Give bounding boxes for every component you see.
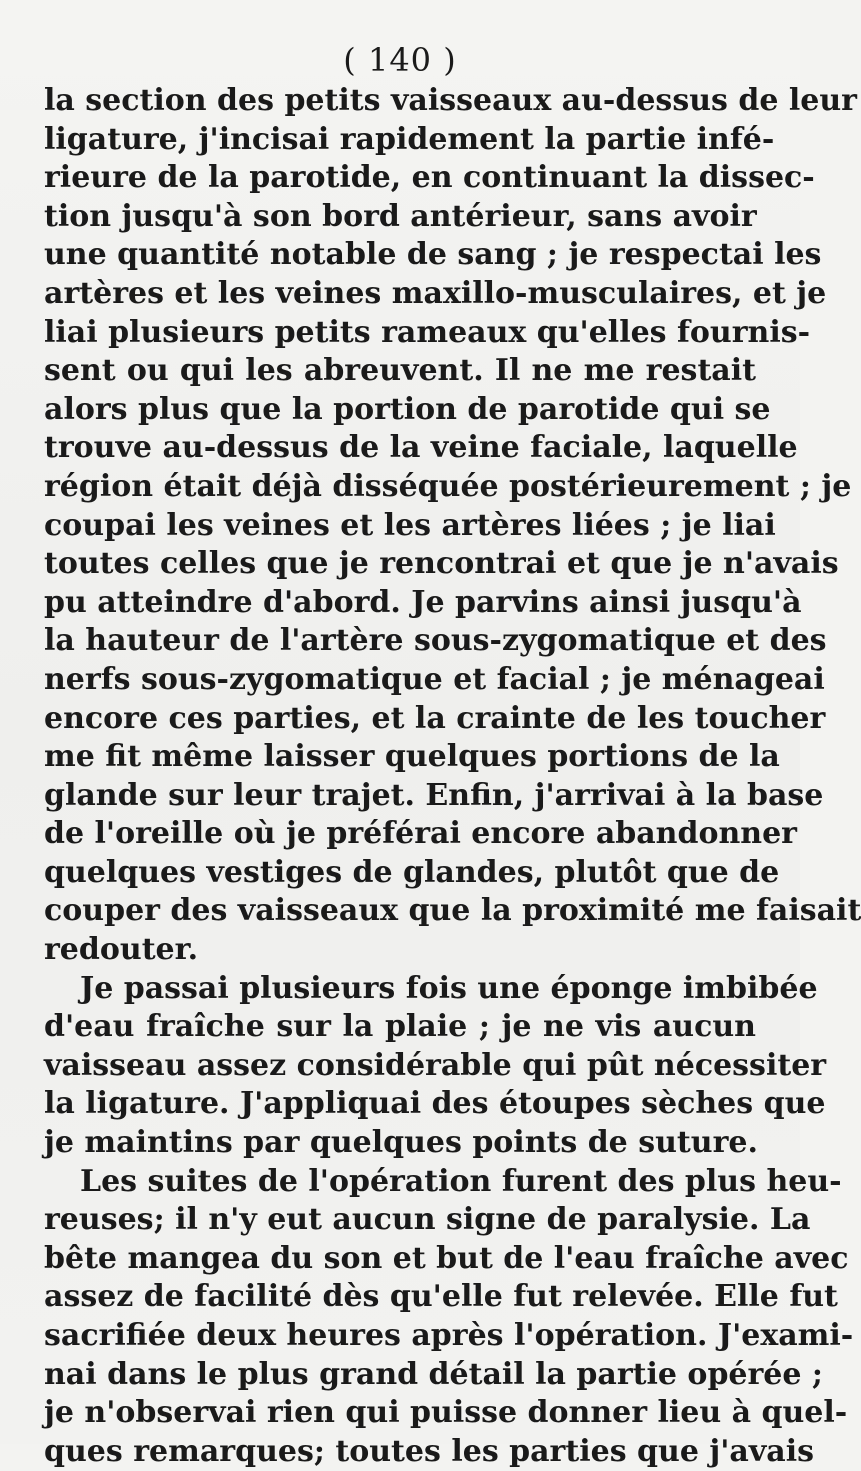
text-line: la section des petits vaisseaux au-dessus de leur (44, 83, 857, 118)
text-line: d'eau fraîche sur la plaie ; je ne vis aucun (44, 1009, 756, 1045)
text-line: de l'oreille où je préférai encore abandonner (44, 816, 797, 852)
text-line: je n'observai rien qui puisse donner lieu à quel- (44, 1395, 848, 1431)
text-line: assez de facilité dès qu'elle fut relevée. Elle fut (44, 1279, 838, 1315)
text-line: sacrifiée deux heures après l'opération. J'exami- (44, 1318, 854, 1353)
text-line: vaisseau assez considérable qui pût nécessiter (44, 1047, 827, 1083)
text-line: liai plusieurs petits rameaux qu'elles fournis- (44, 314, 811, 350)
text-line: reuses; il n'y eut aucun signe de paralysie. La (44, 1202, 811, 1238)
text-line: toutes celles que je rencontrai et que je n'avais (44, 546, 839, 582)
text-line: sent ou qui les abreuvent. Il ne me restait (44, 353, 756, 389)
text-line: ques remarques; toutes les parties que j'avais (44, 1433, 814, 1469)
text-line: alors plus que la portion de parotide qui se (44, 391, 771, 427)
page-number: ( 140 ) (343, 41, 457, 79)
text-line: me fit même laisser quelques portions de la (44, 739, 780, 775)
text-line: couper des vaisseaux que la proximité me faisait (44, 893, 861, 929)
text-line: la hauteur de l'artère sous-zygomatique et des (44, 623, 827, 659)
text-line: trouve au-dessus de la veine faciale, laquelle (44, 430, 798, 466)
body-text (44, 82, 861, 1471)
text-line: une quantité notable de sang ; je respectai les (44, 237, 822, 273)
text-line: nai dans le plus grand détail la partie opérée ; (44, 1356, 824, 1392)
text-line: bête mangea du son et but de l'eau fraîche avec (44, 1240, 849, 1276)
text-line: redouter. (44, 932, 199, 968)
text-line: coupai les veines et les artères liées ; je liai (44, 507, 776, 543)
text-line: ligature, j'incisai rapidement la partie infé- (44, 121, 775, 157)
text-line: rieure de la parotide, en continuant la dissec- (44, 160, 815, 196)
text-line: Je passai plusieurs fois une éponge imbibée (80, 970, 818, 1006)
text-line: pu atteindre d'abord. Je parvins ainsi jusqu'à (44, 584, 802, 620)
text-line: tion jusqu'à son bord antérieur, sans avoir (44, 198, 757, 234)
text-line: la ligature. J'appliquai des étoupes sèches que (44, 1086, 826, 1122)
text-line: Les suites de l'opération furent des plus heu- (80, 1163, 842, 1199)
text-line: nerfs sous-zygomatique et facial ; je ménageai (44, 661, 825, 697)
text-line: glande sur leur trajet. Enfin, j'arrivai à la base (44, 777, 824, 813)
text-line: artères et les veines maxillo-musculaires, et je (44, 275, 827, 311)
text-line: je maintins par quelques points de suture. (44, 1125, 758, 1161)
text-line: région était déjà disséquée postérieurement ; je (44, 468, 852, 504)
text-line: quelques vestiges de glandes, plutôt que de (44, 854, 780, 890)
text-line: encore ces parties, et la crainte de les toucher (44, 700, 826, 736)
